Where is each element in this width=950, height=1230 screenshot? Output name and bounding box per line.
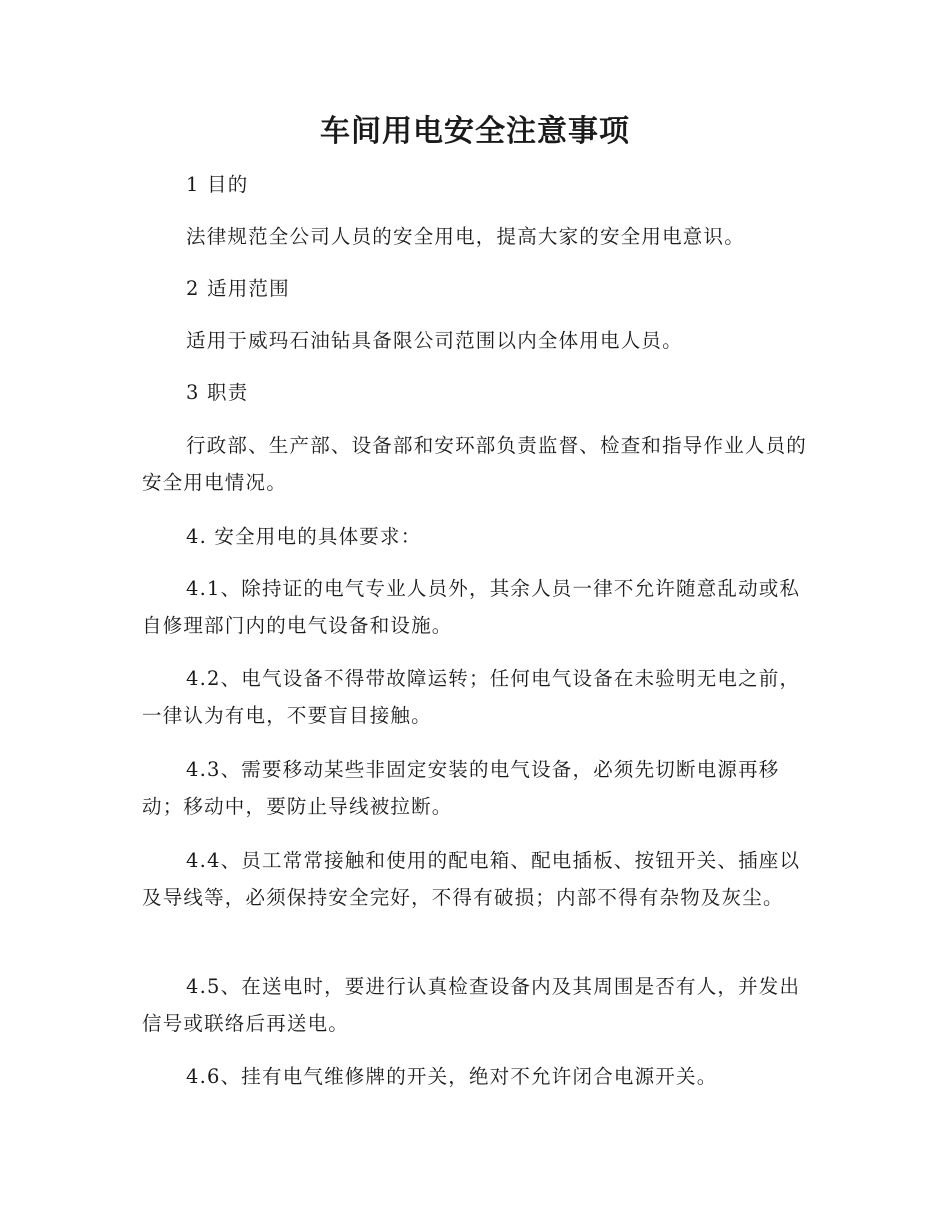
section-heading-requirements: 4. 安全用电的具体要求： [186, 525, 422, 548]
requirement-4-2: 4.2、电气设备不得带故障运转；任何电气设备在未验明无电之前，一律认为有电，不要盲目接触。 [142, 667, 801, 727]
requirement-4-3: 4.3、需要移动某些非固定安装的电气设备，必须先切断电源再移动；移动中，要防止导线被拉断。 [142, 758, 780, 818]
requirement-4-6: 4.6、挂有电气维修牌的开关，绝对不允许闭合电源开关。 [186, 1065, 718, 1088]
requirement-4-4: 4.4、员工常常接触和使用的配电箱、配电插板、按钮开关、插座以及导线等，必须保持安全完好，不得有破损；内部不得有杂物及灰尘。 [142, 849, 801, 909]
requirement-4-1: 4.1、除持证的电气专业人员外，其余人员一律不允许随意乱动或私自修理部门内的电气设备和设施。 [142, 577, 801, 637]
paragraph-scope: 适用于威玛石油钻具备限公司范围以内全体用电人员。 [186, 329, 683, 352]
requirement-4-5: 4.5、在送电时，要进行认真检查设备内及其周围是否有人，并发出信号或联络后再送电。 [142, 975, 801, 1035]
section-heading-scope: 2 适用范围 [186, 277, 290, 300]
paragraph-duties: 行政部、生产部、设备部和安环部负责监督、检查和指导作业人员的安全用电情况。 [142, 434, 808, 494]
paragraph-purpose: 法律规范全公司人员的安全用电，提高大家的安全用电意识。 [186, 225, 745, 248]
section-heading-purpose: 1 目的 [186, 173, 249, 196]
document-title: 车间用电安全注意事项 [320, 114, 630, 149]
section-heading-duties: 3 职责 [186, 381, 249, 404]
